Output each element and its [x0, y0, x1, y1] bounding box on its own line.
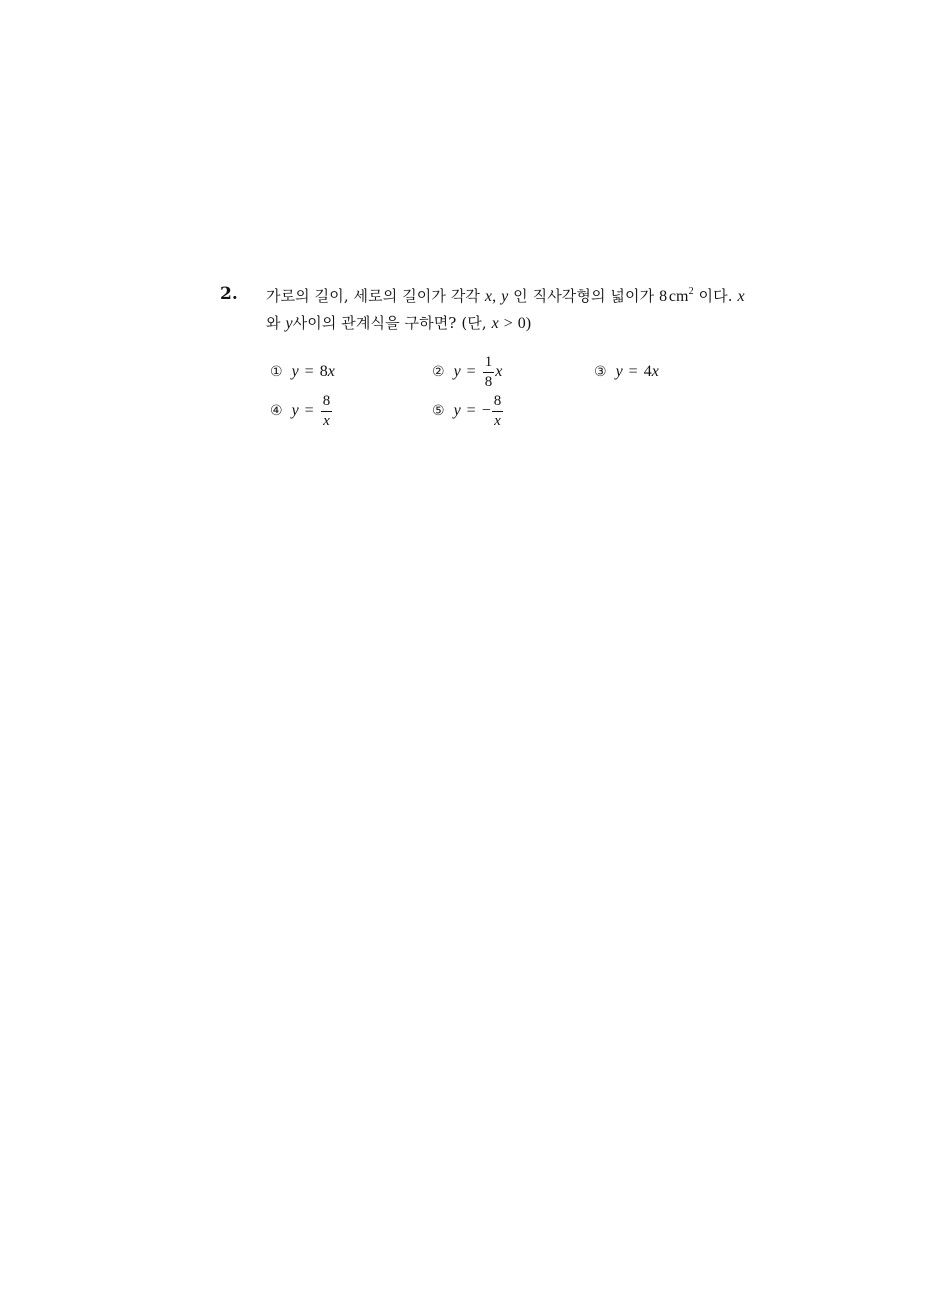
question-text-line-2: [266, 312, 531, 333]
fraction-numerator: 1: [483, 355, 495, 373]
math-comma: ,: [492, 288, 497, 305]
choice-lhs: y: [615, 363, 623, 380]
choice-3[interactable]: [594, 354, 659, 390]
condition-value: 0: [517, 315, 526, 332]
choice-marker: ④: [270, 403, 283, 419]
choice-variable: x: [327, 363, 335, 380]
choice-marker: ③: [594, 364, 607, 380]
choice-fraction: [483, 355, 495, 390]
choice-lhs: y: [453, 402, 461, 419]
choice-variable: x: [495, 363, 503, 380]
fraction-denominator: x: [494, 412, 501, 429]
choice-marker: ⑤: [432, 403, 445, 419]
choice-lhs: y: [291, 363, 299, 380]
question-number: 2.: [220, 284, 238, 304]
fraction-denominator: x: [323, 412, 330, 429]
choice-variable: x: [651, 363, 659, 380]
choice-fraction: [492, 394, 504, 429]
fraction-numerator: 8: [492, 394, 504, 412]
choice-lhs: y: [291, 402, 299, 419]
math-variable: x: [484, 288, 493, 305]
choice-marker: ②: [432, 364, 445, 380]
math-variable: x: [737, 288, 745, 305]
question-text-line-1: [266, 285, 745, 306]
condition-close: ): [525, 315, 532, 332]
fraction-numerator: 8: [321, 394, 333, 412]
choice-equals: =: [466, 402, 476, 419]
choice-equals: =: [466, 363, 476, 380]
choice-4[interactable]: [270, 393, 333, 429]
choice-lhs: y: [453, 363, 461, 380]
math-variable: y: [285, 315, 293, 332]
choice-5[interactable]: [432, 393, 504, 429]
choice-sign: −: [481, 402, 491, 419]
choice-marker: ①: [270, 364, 283, 380]
question-text: 와: [266, 314, 281, 332]
area-unit: cm: [668, 288, 689, 305]
question-text: 이다.: [698, 287, 733, 305]
fraction-denominator: 8: [484, 373, 493, 390]
question-text: 사이의 관계식을 구하면? (단,: [292, 314, 487, 332]
question-text: 가로의 길이, 세로의 길이가 각각: [266, 287, 481, 305]
question-text: 인 직사각형의 넓이가: [513, 287, 655, 305]
choice-coefficient: 4: [643, 363, 652, 380]
area-exponent: 2: [688, 286, 694, 297]
choice-equals: =: [304, 363, 314, 380]
condition-variable: x: [491, 315, 499, 332]
choice-2[interactable]: [432, 354, 502, 390]
choice-1[interactable]: [270, 354, 335, 390]
choice-coefficient: 8: [319, 363, 328, 380]
condition-operator: >: [503, 315, 513, 332]
choice-equals: =: [628, 363, 638, 380]
area-value: 8: [659, 288, 668, 305]
math-variable: y: [501, 288, 509, 305]
choice-equals: =: [304, 402, 314, 419]
choice-fraction: [321, 394, 333, 429]
